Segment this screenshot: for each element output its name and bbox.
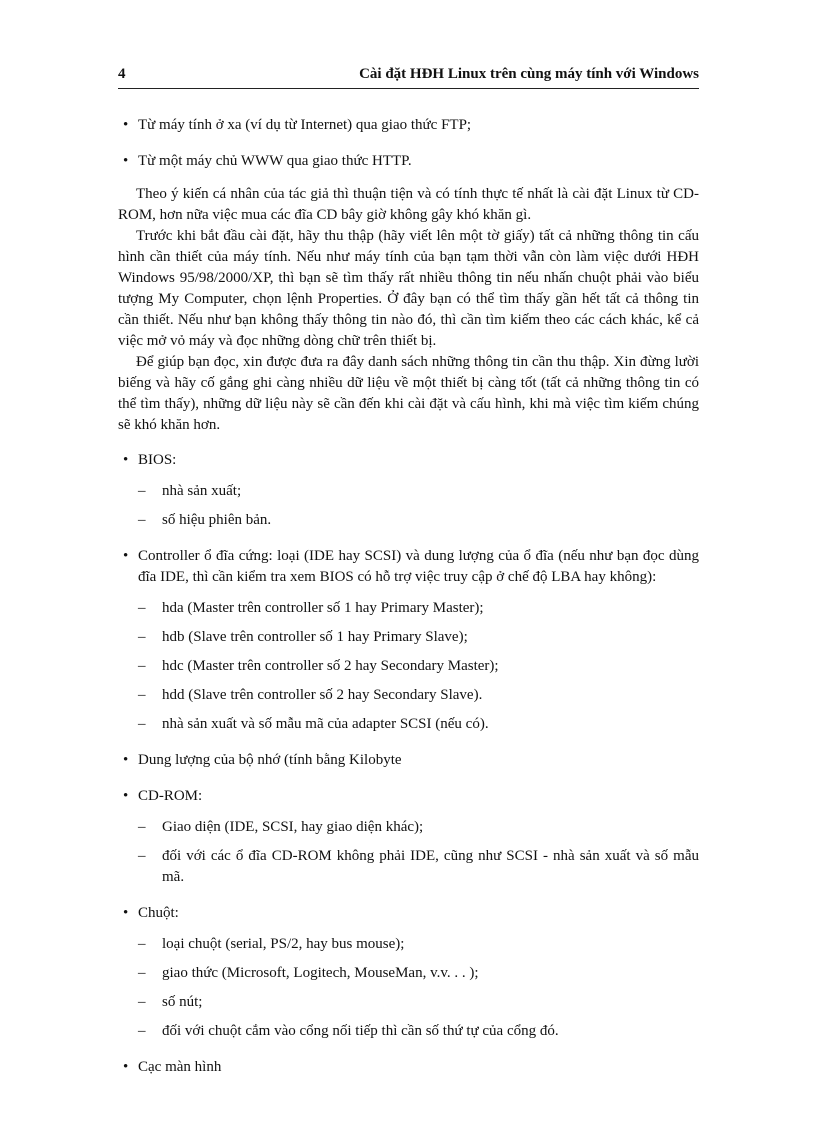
bullet-mark: • bbox=[123, 548, 129, 564]
checklist-item bbox=[118, 750, 699, 771]
paragraph: Theo ý kiến cá nhân của tác giả thì thuận tiện và có tính thực tế nhất là cài đặt Linux từ CD-ROM, hơn nữa việc mua các đĩa CD bây giờ không gây khó khăn gì. bbox=[118, 186, 699, 223]
sub-item bbox=[138, 1021, 699, 1042]
sub-item-text: nhà sản xuất; bbox=[162, 483, 242, 499]
page-body bbox=[118, 115, 699, 1093]
list-item bbox=[118, 115, 699, 136]
sub-list bbox=[138, 817, 699, 888]
sub-item-text: loại chuột (serial, PS/2, hay bus mouse); bbox=[162, 936, 405, 952]
sub-item bbox=[138, 598, 699, 619]
sub-item bbox=[138, 963, 699, 984]
list-item bbox=[118, 151, 699, 172]
checklist-item bbox=[118, 903, 699, 1042]
sub-item bbox=[138, 481, 699, 502]
sub-item bbox=[138, 992, 699, 1013]
dash-mark: – bbox=[138, 629, 146, 645]
sub-item-text: đối với chuột cắm vào cổng nối tiếp thì cần số thứ tự của cổng đó. bbox=[162, 1023, 559, 1039]
dash-mark: – bbox=[138, 1023, 146, 1039]
checklist-item-label: CD-ROM: bbox=[138, 788, 203, 804]
sub-item bbox=[138, 627, 699, 648]
paragraph: Trước khi bắt đầu cài đặt, hãy thu thập (hãy viết lên một tờ giấy) tất cả những thông tin cấu hình cần thiết của máy tính. Nếu như máy tính của bạn tạm thời vẫn còn làm việc dưới HĐH Windows 95/98/2000/XP, thì bạn sẽ tìm thấy rất nhiều thông tin nếu nhấn chuột phải vào biểu tượng My Computer, chọn lệnh Properties. Ở đây bạn có thể tìm thấy gần hết tất cả thông tin cần thiết. Nếu như bạn không thấy thông tin nào đó, thì cần tìm kiếm theo các cách khác, kể cả việc mở vỏ máy và đọc những dòng chữ trên thiết bị. bbox=[118, 228, 699, 349]
sub-item-text: giao thức (Microsoft, Logitech, MouseMan, v.v. . . ); bbox=[162, 965, 479, 981]
checklist-item bbox=[118, 786, 699, 888]
dash-mark: – bbox=[138, 994, 146, 1010]
checklist-item bbox=[118, 450, 699, 531]
sub-list bbox=[138, 934, 699, 1042]
checklist-item bbox=[118, 1057, 699, 1078]
running-header bbox=[118, 66, 699, 89]
sub-item-text: hdb (Slave trên controller số 1 hay Primary Slave); bbox=[162, 629, 468, 645]
sub-list bbox=[138, 481, 699, 531]
sub-item bbox=[138, 846, 699, 888]
dash-mark: – bbox=[138, 687, 146, 703]
dash-mark: – bbox=[138, 658, 146, 674]
sub-item-text: số hiệu phiên bản. bbox=[162, 512, 272, 528]
list-item-text: Từ máy tính ở xa (ví dụ từ Internet) qua giao thức FTP; bbox=[138, 117, 472, 133]
sub-item bbox=[138, 817, 699, 838]
sub-item bbox=[138, 934, 699, 955]
paragraph: Để giúp bạn đọc, xin được đưa ra đây danh sách những thông tin cần thu thập. Xin đừng lười biếng và hãy cố gắng ghi càng nhiều dữ liệu về một thiết bị càng tốt (tất cả những thông tin có thể tìm thấy), những dữ liệu này sẽ cần đến khi cài đặt và cấu hình, khi mà việc tìm kiếm chúng sẽ khó khăn hơn. bbox=[118, 354, 699, 433]
bullet-mark: • bbox=[123, 153, 129, 169]
sub-list bbox=[138, 598, 699, 735]
page-number: 4 bbox=[118, 66, 126, 82]
chapter-title: Cài đặt HĐH Linux trên cùng máy tính với Windows bbox=[359, 66, 699, 82]
sub-item-text: hdc (Master trên controller số 2 hay Secondary Master); bbox=[162, 658, 499, 674]
sub-item bbox=[138, 510, 699, 531]
bullet-mark: • bbox=[123, 117, 129, 133]
bullet-mark: • bbox=[123, 905, 129, 921]
sub-item-text: số nút; bbox=[162, 994, 203, 1010]
sub-item-text: hda (Master trên controller số 1 hay Primary Master); bbox=[162, 600, 484, 616]
bullet-mark: • bbox=[123, 452, 129, 468]
checklist-item-label: Cạc màn hình bbox=[138, 1059, 222, 1075]
sub-item-text: đối với các ổ đĩa CD-ROM không phải IDE, cũng như SCSI - nhà sản xuất và số mẫu mã. bbox=[162, 848, 699, 885]
dash-mark: – bbox=[138, 512, 146, 528]
checklist bbox=[118, 450, 699, 1078]
sub-item bbox=[138, 685, 699, 706]
dash-mark: – bbox=[138, 483, 146, 499]
intro-bullet-list bbox=[118, 115, 699, 172]
list-item-text: Từ một máy chủ WWW qua giao thức HTTP. bbox=[138, 153, 412, 169]
bullet-mark: • bbox=[123, 1059, 129, 1075]
sub-item bbox=[138, 714, 699, 735]
dash-mark: – bbox=[138, 936, 146, 952]
dash-mark: – bbox=[138, 965, 146, 981]
checklist-item-label: Dung lượng của bộ nhớ (tính bằng Kilobyte bbox=[138, 752, 402, 768]
sub-item-text: Giao diện (IDE, SCSI, hay giao diện khác); bbox=[162, 819, 424, 835]
dash-mark: – bbox=[138, 819, 146, 835]
sub-item-text: nhà sản xuất và số mẫu mã của adapter SCSI (nếu có). bbox=[162, 716, 489, 732]
checklist-item-label: Controller ổ đĩa cứng: loại (IDE hay SCSI) và dung lượng của ổ đĩa (nếu như bạn đọc dùng đĩa IDE, thì cần kiểm tra xem BIOS có hỗ trợ việc truy cập ở chế độ LBA hay không): bbox=[138, 548, 699, 585]
checklist-item-label: BIOS: bbox=[138, 452, 177, 468]
bullet-mark: • bbox=[123, 752, 129, 768]
dash-mark: – bbox=[138, 848, 146, 864]
bullet-mark: • bbox=[123, 788, 129, 804]
sub-item-text: hdd (Slave trên controller số 2 hay Secondary Slave). bbox=[162, 687, 483, 703]
dash-mark: – bbox=[138, 716, 146, 732]
checklist-item-label: Chuột: bbox=[138, 905, 179, 921]
dash-mark: – bbox=[138, 600, 146, 616]
checklist-item bbox=[118, 546, 699, 735]
sub-item bbox=[138, 656, 699, 677]
